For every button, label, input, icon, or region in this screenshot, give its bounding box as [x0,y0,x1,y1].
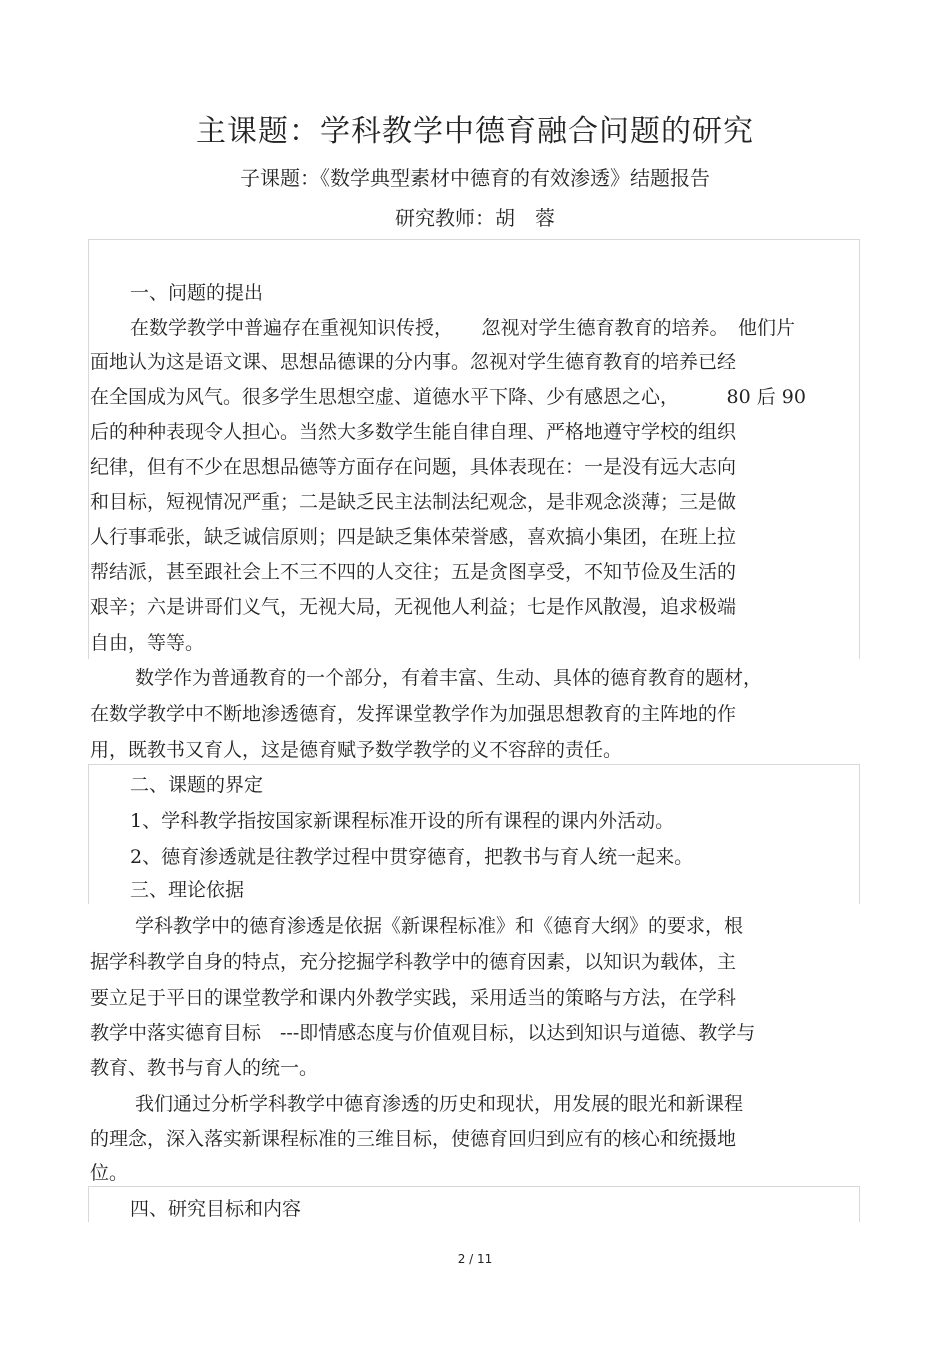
text-line: 据学科教学自身的特点，充分挖掘学科教学中的德育因素，以知识为载体，主 [90,951,737,973]
section-heading: 三、理论依据 [130,879,245,901]
text-line: 位。 [90,1162,129,1184]
box3-border-top [88,1186,860,1187]
box2-border-left [88,764,89,904]
text-line: 在数学教学中普遍存在重视知识传授， 忽视对学生德育教育的培养。 他们片 [130,317,796,339]
main-title: 主课题：学科教学中德育融合问题的研究 [196,114,754,149]
text-line: 数学作为普通教育的一个部分，有着丰富、生动、具体的德育教育的题材， [135,667,763,689]
text-line: 用，既教书又育人，这是德育赋予数学教学的义不容辞的责任。 [90,739,623,761]
text-line: 要立足于平日的课堂教学和课内外教学实践，采用适当的策略与方法，在学科 [90,987,737,1009]
text-line: 教学中落实德育目标 ---即情感态度与价值观目标，以达到知识与道德、教学与 [90,1022,756,1044]
box2-border-top [88,764,860,765]
box-border-right [859,239,860,659]
text-line: 我们通过分析学科教学中德育渗透的历史和现状，用发展的眼光和新课程 [135,1093,744,1115]
text-line: 在数学教学中不断地渗透德育，发挥课堂教学作为加强思想教育的主阵地的作 [90,703,737,725]
text-line: 的理念，深入落实新课程标准的三维目标，使德育回归到应有的核心和统摄地 [90,1128,737,1150]
text-line: 艰辛；六是讲哥们义气，无视大局，无视他人利益；七是作风散漫，追求极端 [90,596,737,618]
text-line: 人行事乖张，缺乏诚信原则；四是缺乏集体荣誉感，喜欢搞小集团，在班上拉 [90,526,737,548]
text-line: 纪律，但有不少在思想品德等方面存在问题，具体表现在：一是没有远大志向 [90,456,737,478]
author-line: 研究教师：胡 蓉 [395,206,555,230]
text-line: 学科教学中的德育渗透是依据《新课程标准》和《德育大纲》的要求，根 [135,915,744,937]
box-border-top [88,239,860,240]
section-heading: 二、课题的界定 [130,774,264,796]
sub-title: 子课题：《数学典型素材中德育的有效渗透》结题报告 [240,166,710,190]
text-line: 后的种种表现令人担心。当然大多数学生能自律自理、严格地遵守学校的组织 [90,421,737,443]
text-line: 2、德育渗透就是往教学过程中贯穿德育，把教书与育人统一起来。 [130,846,694,868]
page-number: 2 / 11 [457,1252,493,1266]
text-line: 在全国成为风气。很多学生思想空虚、道德水平下降、少有感恩之心， 80 后 90 [90,386,806,408]
box2-border-right [859,764,860,904]
text-line: 和目标，短视情况严重；二是缺乏民主法制法纪观念，是非观念淡薄；三是做 [90,491,737,513]
box3-border-left [88,1186,89,1222]
section-heading: 四、研究目标和内容 [130,1198,302,1220]
text-line: 1、学科教学指按国家新课程标准开设的所有课程的课内外活动。 [130,810,675,832]
section-heading: 一、问题的提出 [130,282,264,304]
text-line: 教育、教书与育人的统一。 [90,1057,319,1079]
text-line: 自由，等等。 [90,632,205,654]
text-line: 面地认为这是语文课、思想品德课的分内事。忽视对学生德育教育的培养已经 [90,351,737,373]
text-line: 帮结派，甚至跟社会上不三不四的人交往；五是贪图享受，不知节俭及生活的 [90,561,737,583]
box-border-left [88,239,89,659]
box3-border-right [859,1186,860,1222]
